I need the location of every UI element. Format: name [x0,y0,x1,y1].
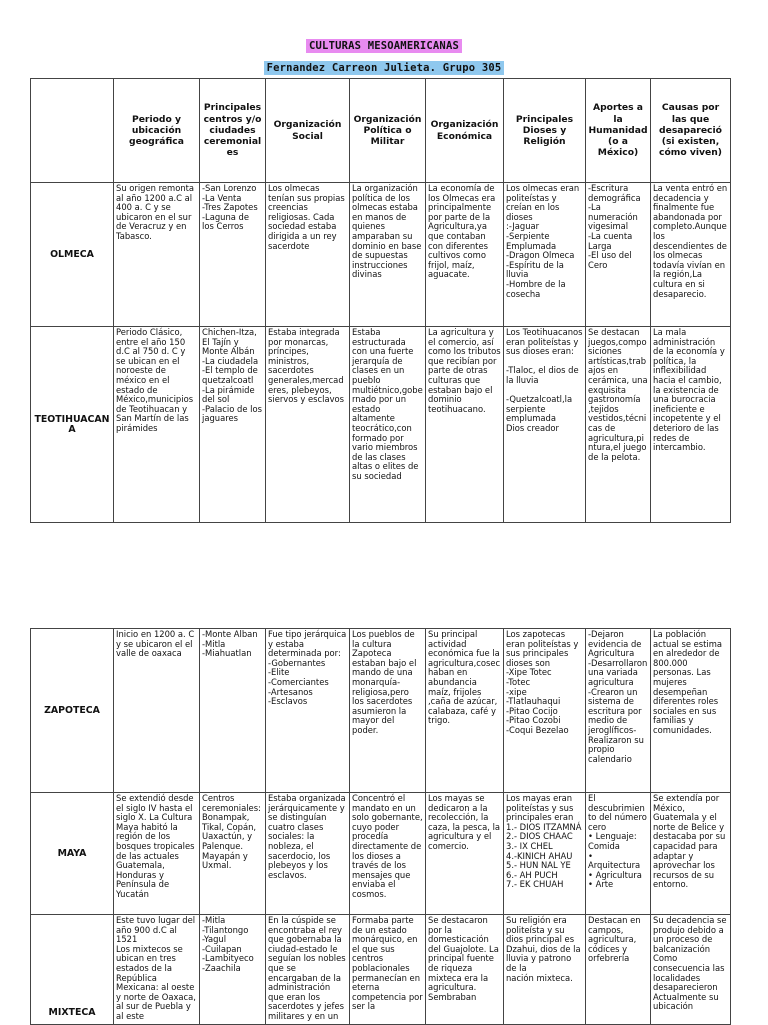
table-row-teotihuacana [31,327,731,523]
header-org-politica: Organización Política o Militar [350,79,426,183]
table-cell: Estaba estructurada con una fuerte jerarquía de clases en un pueblo multiétnico,gobernado por un estado altamente teocrático,con formado por vario miembros de las clases altas o elites de su sociedad [350,327,426,523]
table-cell: Centros ceremoniales: Bonampak, Tikal, Copán, Uaxactún, y Palenque. Mayapán y Uxmal. [200,793,266,915]
table-cell: Los Teotihuacanos eran politeístas y sus dioses eran: -Tlaloc, el dios de la lluvia -Quetzalcoatl,la serpiente emplumada Dios creador [504,327,586,523]
table-cell: Destacan en campos, agricultura, códices y orfebrería [586,915,651,1025]
row-label-teotihuacana: TEOTIHUACANA [31,327,114,523]
header-org-social: Organización Social [266,79,350,183]
table-cell: Estaba integrada por monarcas, príncipes, ministros, sacerdotes generales,mercaderes, plebeyos, siervos y esclavos [266,327,350,523]
table-cell: Su principal actividad económica fue la agricultura,cosechaban en abundancia maíz, frijoles ,caña de azúcar, calabaza, café y trigo. [426,629,504,793]
table-cell: Este tuvo lugar del año 900 d.C al 1521 Los mixtecos se ubican en tres estados de la República Mexicana: al oeste y norte de Oaxaca, al sur de Puebla y al este [114,915,200,1025]
row-label-zapoteca: ZAPOTECA [31,629,114,793]
table-cell: La población actual se estima en alrededor de 800.000 personas. Las mujeres desempeñan diferentes roles sociales en sus familias y comunidades. [651,629,731,793]
header-aportes: Aportes a la Humanidad (o a México) [586,79,651,183]
document-title-wrap [0,34,768,53]
table-cell: La economía de los Olmecas era principalmente por parte de la Agricultura,ya que contaban con diferentes cultivos como frijol, maíz, aguacate. [426,183,504,327]
table-cell: La agricultura y el comercio, así como los tributos que recibían por parte de otras culturas que estaban bajo el dominio teotihuacano. [426,327,504,523]
table-cell: Fue tipo jerárquica y estaba determinada por: -Gobernantes -Elite -Comerciantes -Artesanos -Esclavos [266,629,350,793]
table-cell: Concentró el mandato en un solo gobernante, cuyo poder procedía directamente de los dioses a través de los mensajes que enviaba el cosmos. [350,793,426,915]
author-line-wrap [0,56,768,75]
table-row-olmeca [31,183,731,327]
table-cell: Formaba parte de un estado monárquico, en el que sus centros poblacionales permanecían en eterna competencia por ser la [350,915,426,1025]
table-cell: Los olmecas tenían sus propias creencias religiosas. Cada sociedad estaba dirigida a un rey sacerdote [266,183,350,327]
cultures-table-page-2 [30,628,731,1025]
table-cell: Chichen-Itza, El Tajín y Monte Albán -La ciudadela -El templo de quetzalcoatl -La pirámide del sol -Palacio de los jaguares [200,327,266,523]
table-cell: -Mitla -Tilantongo -Yagul -Cuilapan -Lambityeco -Zaachila [200,915,266,1025]
table-cell: -Dejaron evidencia de Agricultura -Desarrollaron una variada agricultura -Crearon un sistema de escritura por medio de jeroglíficos-Realizaron su propio calendario [586,629,651,793]
table-cell: La organización política de los olmecas estaba en manos de quienes amparaban su dominio en base de supuestas instrucciones divinas [350,183,426,327]
table-row-zapoteca [31,629,731,793]
document-title: CULTURAS MESOAMERICANAS [306,39,462,53]
table-cell: Estaba organizada jerárquicamente y se distinguían cuatro clases sociales: la nobleza, el sacerdocio, los plebeyos y los esclavos. [266,793,350,915]
header-causas: Causas por las que desapareció (si existen, cómo viven) [651,79,731,183]
row-label-olmeca: OLMECA [31,183,114,327]
table-row-mixteca [31,915,731,1025]
row-label-mixteca: MIXTECA [31,915,114,1025]
author-line: Fernandez Carreon Julieta. Grupo 305 [264,61,505,75]
header-org-economica: Organización Económica [426,79,504,183]
header-centros: Principales centros y/o ciudades ceremoniales [200,79,266,183]
row-label-maya: MAYA [31,793,114,915]
table-row-maya [31,793,731,915]
table-cell: Periodo Clásico, entre el año 150 d.C al 750 d. C y se ubican en el noroeste de méxico en el estado de México,municipios de Teotihuacan y San Martín de las pirámides [114,327,200,523]
table-cell: -Monte Alban -Mitla -Miahuatlan [200,629,266,793]
cultures-table-page-1 [30,78,731,523]
table-cell: La venta entró en decadencia y finalmente fue abandonada por completo.Aunque los descendientes de los olmecas todavía vivían en la región,La cultura en si desaparecio. [651,183,731,327]
table-cell: Se destacan juegos,composiciones artísticas,trabajos en cerámica, una exquisita gastronomía ,tejidos vestidos,técnicas de agricultura,pintura,el juego de la pelota. [586,327,651,523]
table-cell: El descubrimiento del número cero • Lenguaje: Comida • Arquitectura • Agricultura • Arte [586,793,651,915]
table-cell: Su decadencia se produjo debido a un proceso de balcanización Como consecuencia las localidades desaparecieron Actualmente su ubicación [651,915,731,1025]
table-cell: Se extendió desde el siglo IV hasta el siglo X. La Cultura Maya habitó la región de los bosques tropicales de las actuales Guatemala, Honduras y Península de Yucatán [114,793,200,915]
table-cell: Inicio en 1200 a. C y se ubicaron el el valle de oaxaca [114,629,200,793]
table-cell: Su origen remonta al año 1200 a.C al 400 a. C y se ubicaron en el sur de Veracruz y en Tabasco. [114,183,200,327]
table-cell: Se destacaron por la domesticación del Guajolote. La principal fuente de riqueza mixteca era la agricultura. Sembraban [426,915,504,1025]
header-dioses: Principales Dioses y Religión [504,79,586,183]
table-cell: Los mayas se dedicaron a la recolección, la caza, la pesca, la agricultura y el comercio. [426,793,504,915]
table-cell: Los olmecas eran politeístas y creían en los dioses :-Jaguar -Serpiente Emplumada -Dragon Olmeca -Espíritu de la lluvia -Hombre de la cosecha [504,183,586,327]
header-row [31,79,731,183]
header-periodo: Periodo y ubicación geográfica [114,79,200,183]
table-cell: -San Lorenzo -La Venta -Tres Zapotes -Laguna de los Cerros [200,183,266,327]
table-cell: La mala administración de la economía y política, la inflexibilidad hacia el cambio, la existencia de una burocracia ineficiente e incopetente y el deterioro de las redes de intercambio. [651,327,731,523]
table-cell: En la cúspide se encontraba el rey que gobernaba la ciudad-estado le seguían los nobles que se encargaban de la administración que eran los sacerdotes y jefes militares y en un [266,915,350,1025]
table-cell: -Escritura demográfica -La numeración vigesimal -La cuenta Larga -El uso del Cero [586,183,651,327]
table-cell: Los pueblos de la cultura Zapoteca estaban bajo el mando de una monarquía-religiosa,pero los sacerdotes asumieron la mayor del poder. [350,629,426,793]
table-cell: Los zapotecas eran politeístas y sus principales dioses son -Xipe Totec -Totec -xipe -Tlatlauhaqui -Pitao Cocijo -Pitao Cozobi -Coqui Bezelao [504,629,586,793]
table-cell: Se extendía por México, Guatemala y el norte de Belice y destacaba por su capacidad para adaptar y aprovechar los recursos de su entorno. [651,793,731,915]
header-blank [31,79,114,183]
table-cell: Su religión era politeísta y su dios principal es Dzahui, dios de la lluvia y patrono de la nación mixteca. [504,915,586,1025]
table-cell: Los mayas eran politeístas y sus principales eran 1.- DIOS ITZAMNÁ 2.- DIOS CHAAC 3.- IX CHEL 4.-KINICH AHAU 5.- HUN NAL YE 6.- AH PUCH 7.- EK CHUAH [504,793,586,915]
